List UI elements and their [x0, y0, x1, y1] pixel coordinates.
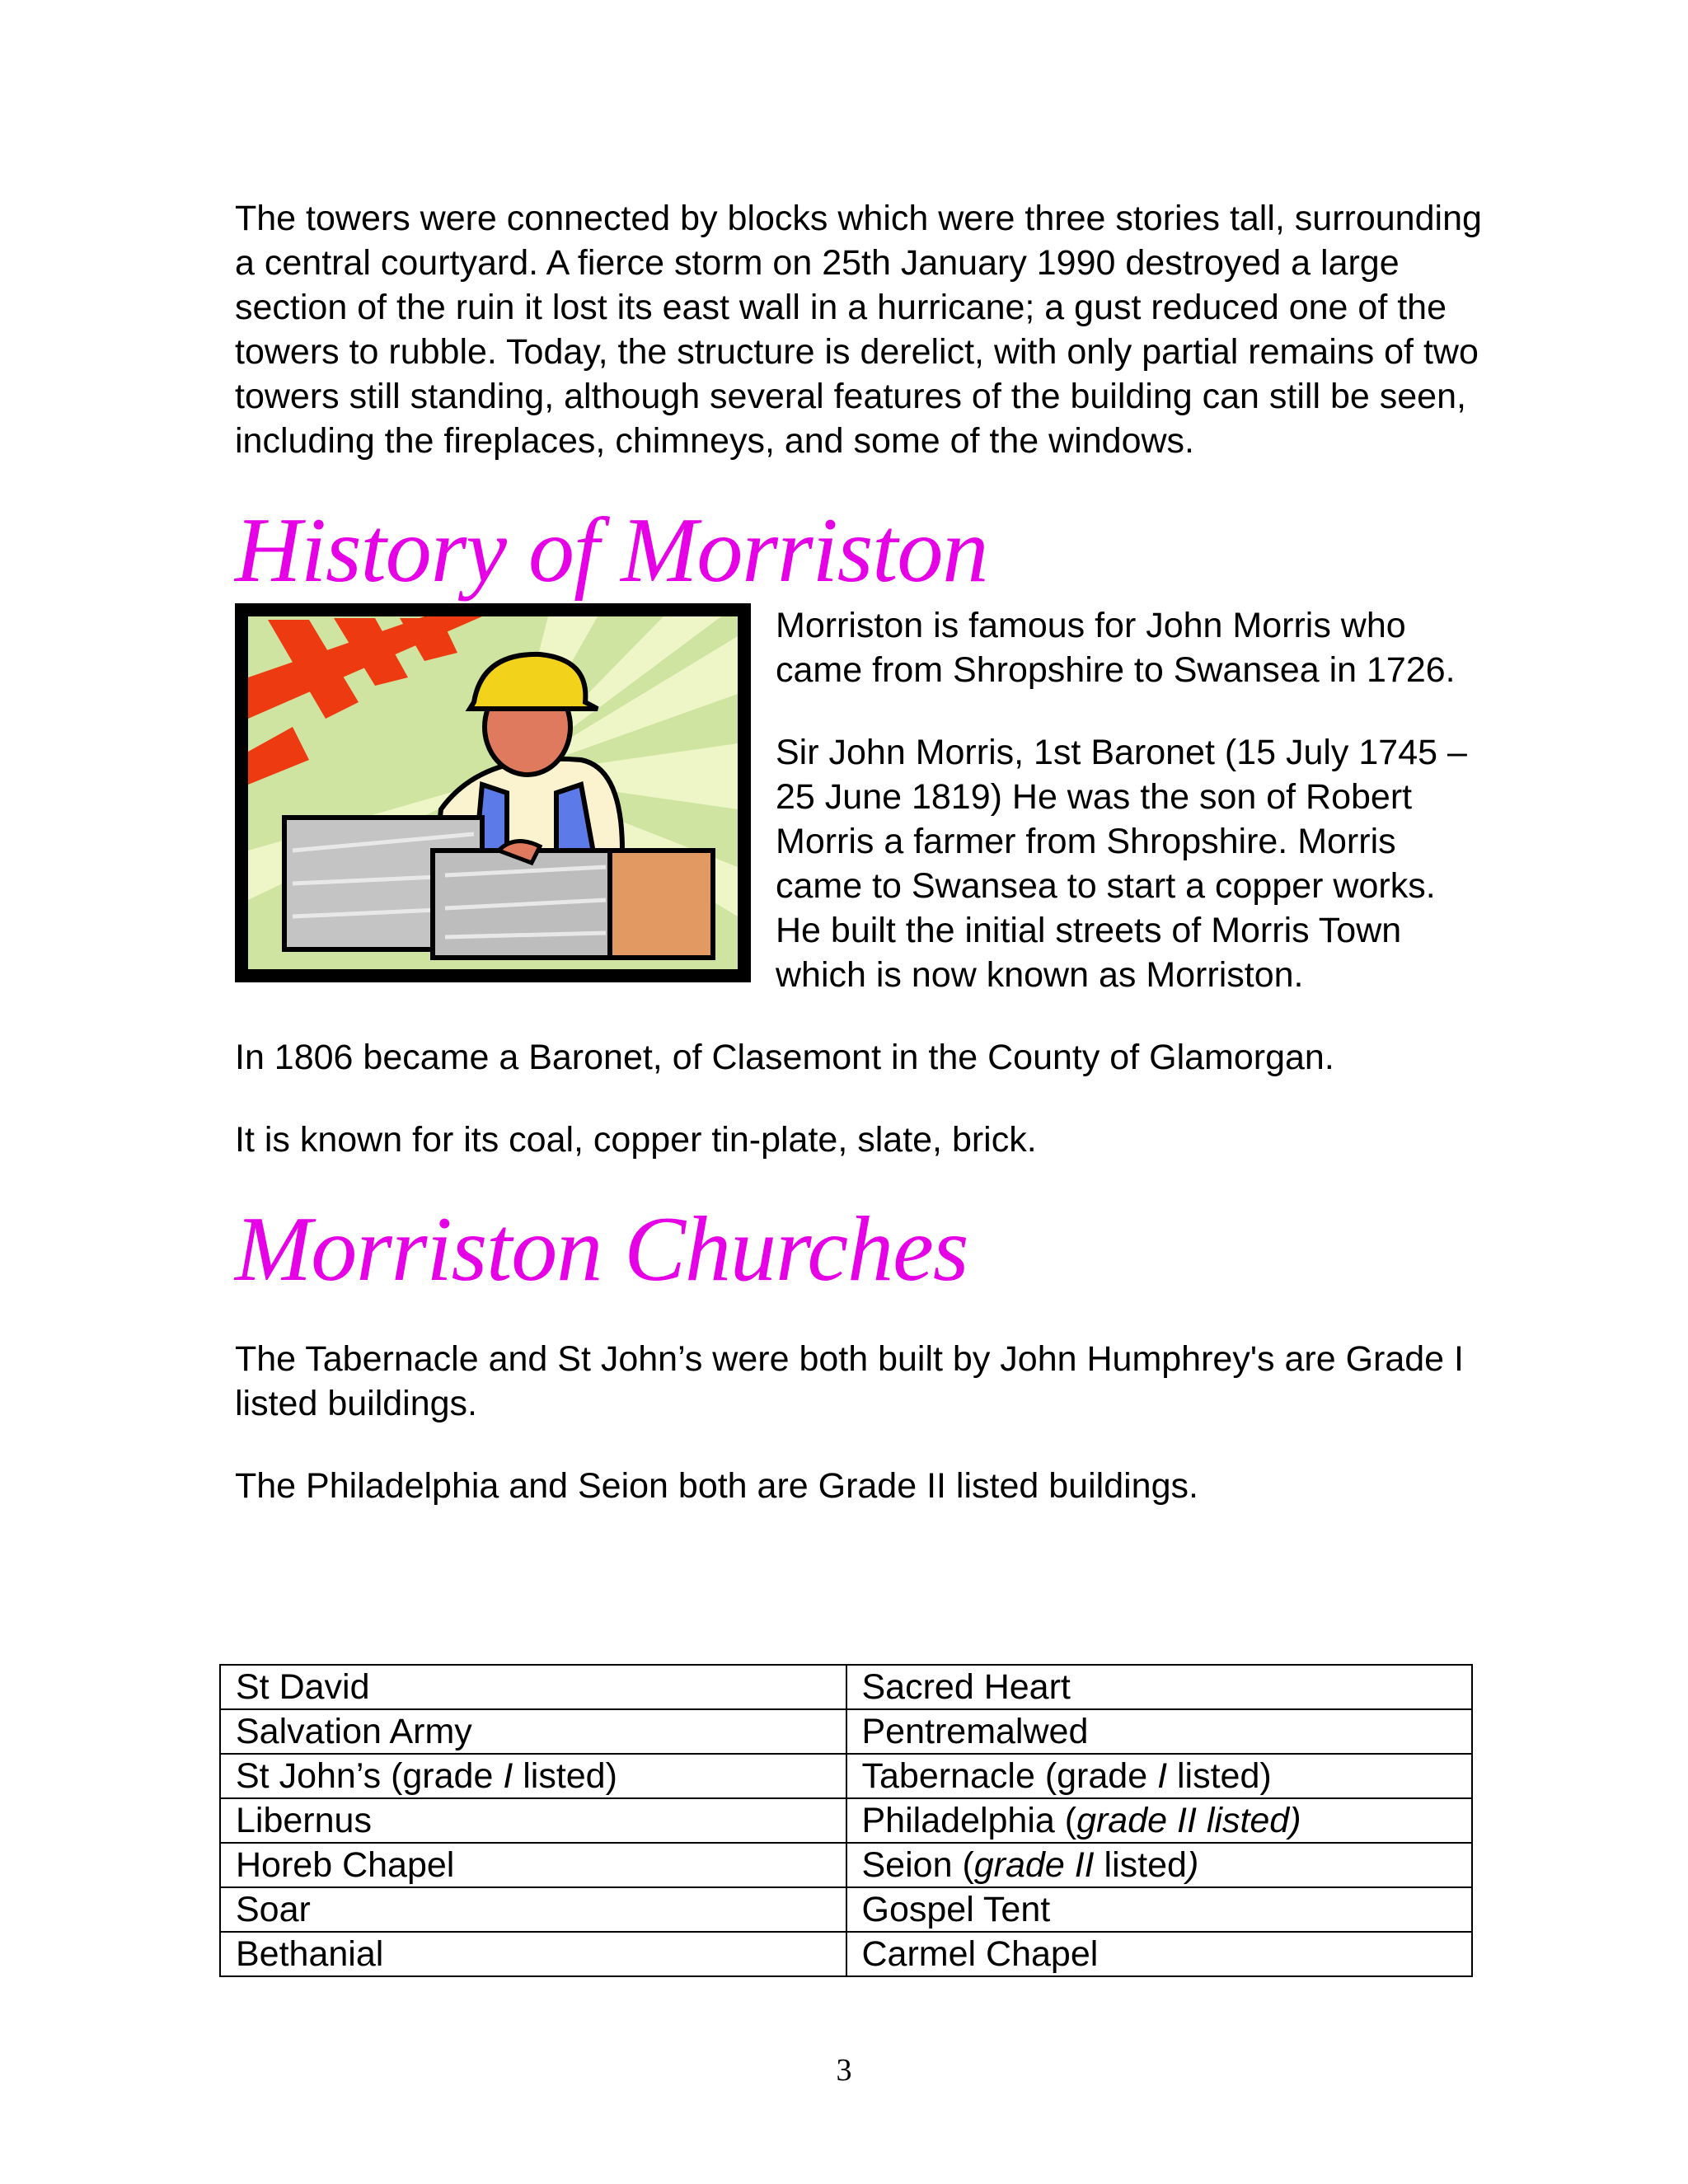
table-cell — [220, 1754, 846, 1798]
table-cell — [846, 1798, 1473, 1843]
table-cell: Bethanial — [220, 1932, 846, 1976]
history-heading: History of Morriston — [235, 499, 988, 602]
table-cell: Pentremalwed — [846, 1709, 1473, 1754]
history-paragraph-3: In 1806 became a Baronet, of Clasemont in the County of Glamorgan. — [235, 1038, 1334, 1077]
listing-note: (grade — [391, 1756, 504, 1796]
intro-paragraph: The towers were connected by blocks which were three stories tall, surrounding a central courtyard. A fierce storm on 25th January 1990 destroyed a large section of the ruin it lost its east wall in a hurricane; a gust reduced one of the towers to rubble. Today, the structure is derelict, with only partial remains of two towers still standing, although several features of the building can still be seen, including the fireplaces, chimneys, and some of the windows. — [235, 199, 1482, 461]
table-cell: Carmel Chapel — [846, 1932, 1473, 1976]
table-cell: Gospel Tent — [846, 1887, 1473, 1932]
listing-grade: grade II — [973, 1845, 1095, 1885]
table-row — [220, 1709, 1472, 1754]
table-cell: Horeb Chapel — [220, 1843, 846, 1887]
churches-heading: Morriston Churches — [235, 1198, 968, 1301]
listing-note: listed — [1094, 1845, 1187, 1885]
history-paragraph-4: It is known for its coal, copper tin-plate, slate, brick. — [235, 1120, 1037, 1160]
listing-grade: I — [503, 1756, 513, 1796]
table-cell: Libernus — [220, 1798, 846, 1843]
churches-table — [219, 1664, 1473, 1977]
history-paragraph-1: Morriston is famous for John Morris who came from Shropshire to Swansea in 1726. — [776, 606, 1456, 690]
table-row — [220, 1887, 1472, 1932]
table-cell — [846, 1754, 1473, 1798]
table-cell — [846, 1843, 1473, 1887]
church-name: Philadelphia — [861, 1801, 1065, 1840]
table-cell: Sacred Heart — [846, 1665, 1473, 1709]
table-row — [220, 1932, 1472, 1976]
table-row — [220, 1754, 1472, 1798]
listing-grade: grade II listed) — [1076, 1801, 1301, 1840]
table-cell: Soar — [220, 1887, 846, 1932]
page-content — [235, 196, 1488, 1508]
history-paragraph-2: Sir John Morris, 1st Baronet (15 July 1745 – 25 June 1819) He was the son of Robert Morris a farmer from Shropshire. Morris came to Swansea to start a copper works. He built the initial streets of Morris Town which is now known as Morriston. — [776, 733, 1467, 995]
listing-note: listed) — [513, 1756, 617, 1796]
church-name: St John’s — [236, 1756, 382, 1796]
listing-note: listed) — [1167, 1756, 1272, 1796]
church-name: Tabernacle — [861, 1756, 1035, 1796]
church-name: Seion — [861, 1845, 953, 1885]
table-cell: St David — [220, 1665, 846, 1709]
churches-paragraph-1: The Tabernacle and St John’s were both built by John Humphrey's are Grade I listed buildings. — [235, 1339, 1464, 1423]
listing-note: ) — [1186, 1845, 1199, 1885]
table-cell: Salvation Army — [220, 1709, 846, 1754]
page-number: 3 — [836, 2053, 852, 2088]
table-row — [220, 1665, 1472, 1709]
listing-note: ( — [1064, 1801, 1077, 1840]
construction-worker-clipart-icon — [235, 603, 751, 982]
listing-note: ( — [962, 1845, 974, 1885]
churches-paragraph-2: The Philadelphia and Seion both are Grade II listed buildings. — [235, 1466, 1198, 1506]
table-row — [220, 1798, 1472, 1843]
listing-note: (grade — [1044, 1756, 1158, 1796]
table-row — [220, 1843, 1472, 1887]
listing-grade: I — [1157, 1756, 1168, 1796]
